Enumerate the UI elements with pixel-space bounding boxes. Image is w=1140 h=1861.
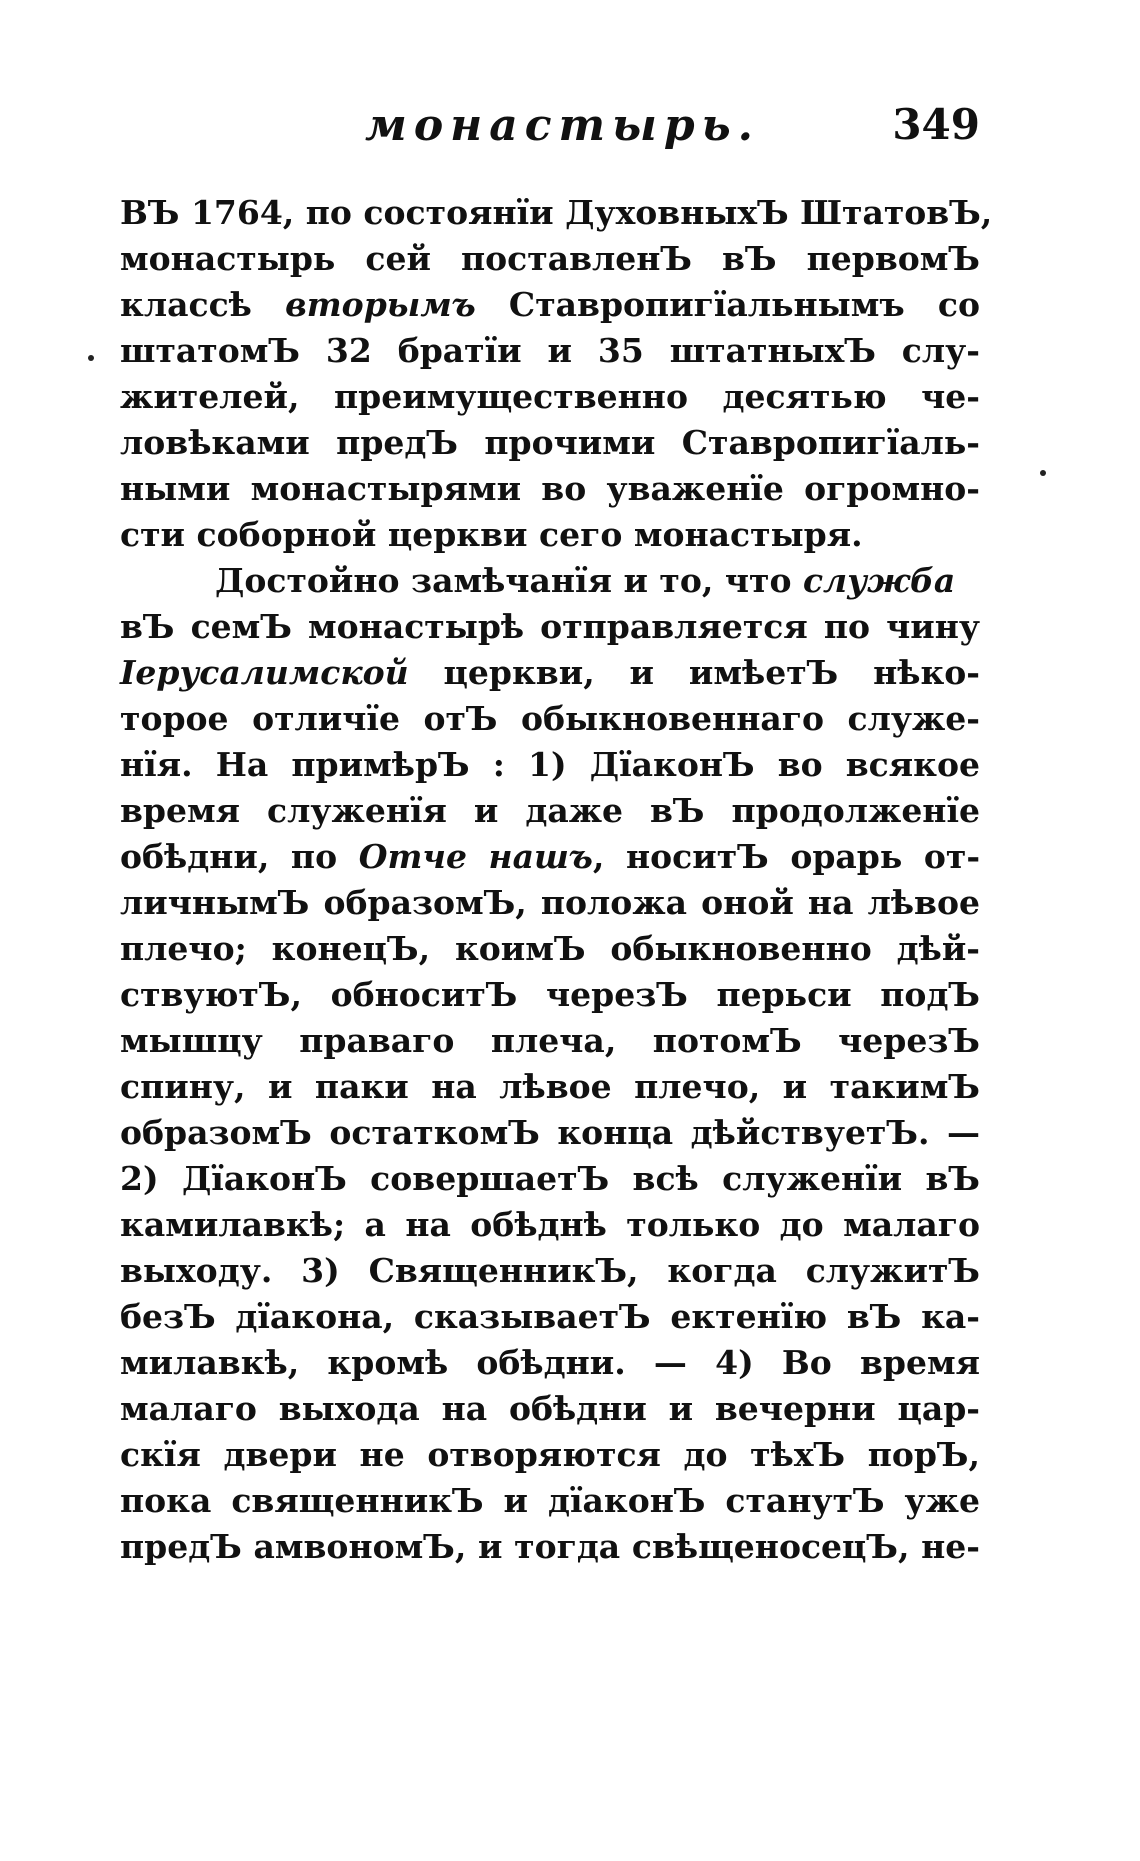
text-line: камилавкѣ; а на обѣднѣ только до малаго [120, 1205, 980, 1244]
text-line: образомЪ остаткомЪ конца дѣйствуетЪ. — [120, 1113, 980, 1152]
page-header [120, 100, 980, 160]
text-line: личнымЪ образомЪ, положа оной на лѣвое [120, 883, 980, 922]
text-segment: , носитЪ орарь от- [592, 837, 981, 876]
text-line: скїя двери не отворяются до тѣхЪ порЪ, [120, 1435, 980, 1474]
text-line: ловѣками предЪ прочими Ставропигїаль- [120, 423, 980, 462]
text-line [120, 558, 980, 604]
page-number: 349 [892, 100, 980, 149]
text-line: торое отличїе отЪ обыкновеннаго служе- [120, 699, 980, 738]
text-line: сти соборной церкви сего монастыря. [120, 515, 863, 554]
text-line: плечо; конецЪ, коимЪ обыкновенно дѣй- [120, 929, 980, 968]
text-line: спину, и паки на лѣвое плечо, и такимЪ [120, 1067, 980, 1106]
text-line: нїя. На примѣрЪ : 1) ДїаконЪ во всякое [120, 745, 980, 784]
text-line: штатомЪ 32 братїи и 35 штатныхЪ слу- [120, 331, 980, 370]
italic-text: служба [802, 561, 956, 600]
text-line: 2) ДїаконЪ совершаетЪ всѣ служенїи вЪ [120, 1159, 980, 1198]
text-line: выходу. 3) СвященникЪ, когда служитЪ [120, 1251, 980, 1290]
text-line: время служенїя и даже вЪ продолженїе [120, 791, 980, 830]
text-line: ВЪ 1764, по состоянїи ДуховныхЪ ШтатовЪ, [120, 193, 993, 232]
text-segment: обѣдни, по [120, 837, 359, 876]
text-line: мышцу праваго плеча, потомЪ черезЪ [120, 1021, 980, 1060]
text-line: милавкѣ, кромѣ обѣдни. — 4) Во время [120, 1343, 980, 1382]
text-line: предЪ амвономЪ, и тогда свѣщеносецЪ, не- [120, 1527, 980, 1566]
text-segment: Достойно замѣчанїя и то, что [215, 561, 803, 600]
text-line: ствуютЪ, обноситЪ черезЪ перьси подЪ [120, 975, 980, 1014]
italic-text: Іерусалимской [120, 653, 409, 692]
text-line [120, 650, 980, 696]
running-title: монастырь. [365, 100, 760, 151]
text-line: пока священникЪ и дїаконЪ станутЪ уже [120, 1481, 980, 1520]
italic-text: Отче нашъ [358, 837, 593, 876]
text-line [120, 834, 980, 880]
text-line: безЪ дїакона, сказываетЪ ектенїю вЪ ка- [120, 1297, 980, 1336]
text-line: вЪ семЪ монастырѣ отправляется по чину [120, 607, 980, 646]
text-line: монастырь сей поставленЪ вЪ первомЪ [120, 239, 980, 278]
print-speck [1040, 470, 1046, 476]
text-line [120, 282, 980, 328]
text-line: жителей, преимущественно десятью че- [120, 377, 980, 416]
text-segment: классѣ [120, 285, 286, 324]
text-line: ными монастырями во уваженїе огромно- [120, 469, 980, 508]
print-speck [88, 355, 94, 361]
text-segment: церкви, и имѣетЪ нѣко- [408, 653, 980, 692]
italic-text: вторымъ [285, 285, 476, 324]
text-line: малаго выхода на обѣдни и вечерни цар- [120, 1389, 980, 1428]
body-text [120, 190, 993, 1570]
text-segment: Ставропигїальнымъ со [475, 285, 980, 324]
